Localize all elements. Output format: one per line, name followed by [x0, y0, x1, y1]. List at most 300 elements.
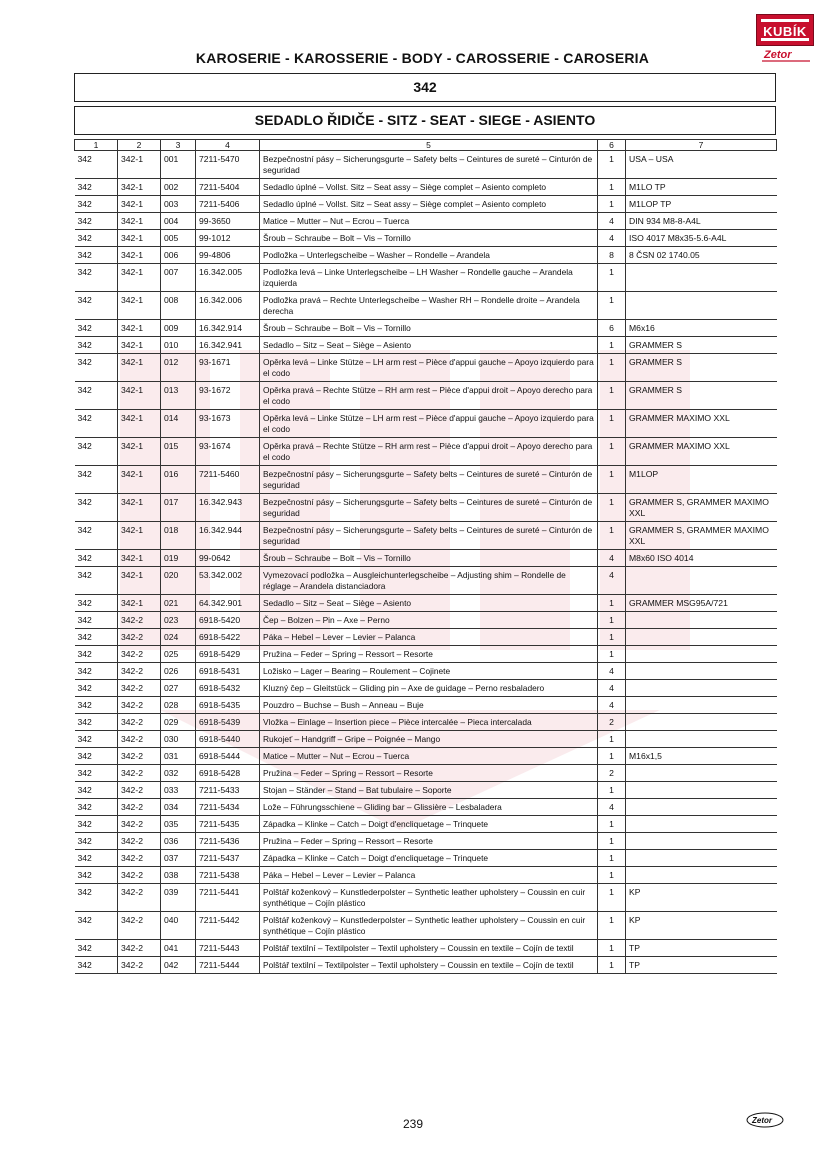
- cell-quantity: 4: [598, 230, 626, 247]
- cell-position: 042: [161, 957, 196, 974]
- cell-group: 342: [75, 196, 118, 213]
- cell-position: 029: [161, 714, 196, 731]
- cell-position: 007: [161, 264, 196, 292]
- cell-subgroup: 342-2: [118, 816, 161, 833]
- cell-note: GRAMMER MAXIMO XXL: [626, 438, 777, 466]
- cell-group: 342: [75, 748, 118, 765]
- cell-description: Opěrka pravá – Rechte Stütze – RH arm rest – Pièce d'appui droit – Apoyo derecho para el codo: [260, 382, 598, 410]
- cell-group: 342: [75, 410, 118, 438]
- cell-part-number: 6918-5435: [196, 697, 260, 714]
- cell-description: Podložka – Unterlegscheibe – Washer – Rondelle – Arandela: [260, 247, 598, 264]
- cell-subgroup: 342-1: [118, 410, 161, 438]
- cell-quantity: 2: [598, 714, 626, 731]
- cell-part-number: 7211-5444: [196, 957, 260, 974]
- cell-part-number: 93-1671: [196, 354, 260, 382]
- cell-position: 006: [161, 247, 196, 264]
- column-header-row: [75, 140, 777, 151]
- cell-note: [626, 680, 777, 697]
- cell-quantity: 1: [598, 884, 626, 912]
- cell-group: 342: [75, 247, 118, 264]
- cell-part-number: 99-0642: [196, 550, 260, 567]
- cell-subgroup: 342-1: [118, 151, 161, 179]
- cell-quantity: 1: [598, 264, 626, 292]
- cell-quantity: 1: [598, 595, 626, 612]
- cell-part-number: 93-1674: [196, 438, 260, 466]
- table-row: [75, 816, 777, 833]
- cell-note: [626, 646, 777, 663]
- cell-quantity: 4: [598, 567, 626, 595]
- cell-description: Matice – Mutter – Nut – Ecrou – Tuerca: [260, 748, 598, 765]
- cell-quantity: 1: [598, 940, 626, 957]
- cell-position: 021: [161, 595, 196, 612]
- table-row: [75, 940, 777, 957]
- footer-logo-text: Zetor: [752, 1116, 772, 1125]
- cell-group: 342: [75, 213, 118, 230]
- cell-group: 342: [75, 466, 118, 494]
- cell-position: 004: [161, 213, 196, 230]
- cell-note: TP: [626, 940, 777, 957]
- cell-description: Polštář koženkový – Kunstlederpolster – Synthetic leather upholstery – Coussin en cuir synthétique – Cojín plástico: [260, 912, 598, 940]
- table-row: [75, 867, 777, 884]
- cell-description: Čep – Bolzen – Pin – Axe – Perno: [260, 612, 598, 629]
- zetor-footer-logo-icon: [746, 1112, 784, 1128]
- cell-note: GRAMMER S, GRAMMER MAXIMO XXL: [626, 522, 777, 550]
- cell-description: Stojan – Ständer – Stand – Bat tubulaire – Soporte: [260, 782, 598, 799]
- cell-group: 342: [75, 765, 118, 782]
- cell-subgroup: 342-1: [118, 179, 161, 196]
- cell-position: 009: [161, 320, 196, 337]
- cell-subgroup: 342-1: [118, 264, 161, 292]
- cell-note: KP: [626, 884, 777, 912]
- cell-quantity: 1: [598, 438, 626, 466]
- table-row: [75, 247, 777, 264]
- cell-position: 033: [161, 782, 196, 799]
- cell-quantity: 4: [598, 680, 626, 697]
- cell-part-number: 6918-5440: [196, 731, 260, 748]
- cell-part-number: 53.342.002: [196, 567, 260, 595]
- column-header: 2: [118, 140, 161, 151]
- column-header: 3: [161, 140, 196, 151]
- cell-description: Kluzný čep – Gleitstück – Gliding pin – Axe de guidage – Perno resbaladero: [260, 680, 598, 697]
- cell-subgroup: 342-1: [118, 438, 161, 466]
- cell-position: 010: [161, 337, 196, 354]
- cell-subgroup: 342-1: [118, 230, 161, 247]
- cell-part-number: 99-1012: [196, 230, 260, 247]
- cell-part-number: 99-3650: [196, 213, 260, 230]
- cell-description: Sedadlo úplné – Vollst. Sitz – Seat assy – Siège complet – Asiento completo: [260, 196, 598, 213]
- cell-subgroup: 342-2: [118, 940, 161, 957]
- cell-note: 8 ČSN 02 1740.05: [626, 247, 777, 264]
- cell-note: [626, 850, 777, 867]
- table-row: [75, 884, 777, 912]
- cell-position: 025: [161, 646, 196, 663]
- cell-note: USA – USA: [626, 151, 777, 179]
- cell-note: [626, 292, 777, 320]
- cell-description: Šroub – Schraube – Bolt – Vis – Tornillo: [260, 230, 598, 247]
- cell-group: 342: [75, 179, 118, 196]
- cell-description: Polštář textilní – Textilpolster – Textil upholstery – Coussin en textile – Cojín de textil: [260, 957, 598, 974]
- cell-group: 342: [75, 629, 118, 646]
- table-row: [75, 765, 777, 782]
- cell-part-number: 7211-5470: [196, 151, 260, 179]
- cell-description: Rukojeť – Handgriff – Gripe – Poignée – Mango: [260, 731, 598, 748]
- cell-description: Bezpečnostní pásy – Sicherungsgurte – Safety belts – Ceintures de sureté – Cinturón de seguridad: [260, 522, 598, 550]
- cell-position: 008: [161, 292, 196, 320]
- cell-position: 034: [161, 799, 196, 816]
- cell-quantity: 6: [598, 320, 626, 337]
- cell-quantity: 8: [598, 247, 626, 264]
- cell-part-number: 7211-5460: [196, 466, 260, 494]
- cell-description: Sedadlo – Sitz – Seat – Siège – Asiento: [260, 595, 598, 612]
- cell-position: 019: [161, 550, 196, 567]
- cell-group: 342: [75, 782, 118, 799]
- cell-part-number: 6918-5420: [196, 612, 260, 629]
- cell-part-number: 7211-5438: [196, 867, 260, 884]
- page-number: 239: [402, 1117, 424, 1131]
- cell-group: 342: [75, 833, 118, 850]
- cell-part-number: 93-1673: [196, 410, 260, 438]
- cell-position: 039: [161, 884, 196, 912]
- table-row: [75, 782, 777, 799]
- cell-group: 342: [75, 957, 118, 974]
- cell-group: 342: [75, 646, 118, 663]
- cell-position: 037: [161, 850, 196, 867]
- table-row: [75, 522, 777, 550]
- cell-quantity: 1: [598, 151, 626, 179]
- cell-position: 038: [161, 867, 196, 884]
- page-header-title: KAROSERIE - KAROSSERIE - BODY - CAROSSERIE - CAROSERIA: [195, 50, 650, 66]
- cell-group: 342: [75, 595, 118, 612]
- cell-note: KP: [626, 912, 777, 940]
- cell-description: Sedadlo – Sitz – Seat – Siège – Asiento: [260, 337, 598, 354]
- cell-subgroup: 342-1: [118, 292, 161, 320]
- cell-group: 342: [75, 337, 118, 354]
- table-row: [75, 629, 777, 646]
- table-row: [75, 382, 777, 410]
- cell-group: 342: [75, 264, 118, 292]
- cell-description: Opěrka levá – Linke Stütze – LH arm rest – Pièce d'appui gauche – Apoyo izquierdo para el codo: [260, 354, 598, 382]
- cell-position: 015: [161, 438, 196, 466]
- cell-part-number: 6918-5422: [196, 629, 260, 646]
- cell-position: 020: [161, 567, 196, 595]
- cell-note: [626, 782, 777, 799]
- cell-quantity: 1: [598, 912, 626, 940]
- cell-description: Pružina – Feder – Spring – Ressort – Resorte: [260, 646, 598, 663]
- cell-part-number: 7211-5435: [196, 816, 260, 833]
- cell-part-number: 6918-5444: [196, 748, 260, 765]
- cell-note: [626, 799, 777, 816]
- table-row: [75, 466, 777, 494]
- cell-quantity: 1: [598, 731, 626, 748]
- cell-quantity: 1: [598, 196, 626, 213]
- cell-subgroup: 342-1: [118, 213, 161, 230]
- cell-position: 005: [161, 230, 196, 247]
- cell-position: 001: [161, 151, 196, 179]
- cell-subgroup: 342-2: [118, 957, 161, 974]
- cell-subgroup: 342-2: [118, 731, 161, 748]
- cell-subgroup: 342-2: [118, 765, 161, 782]
- cell-group: 342: [75, 612, 118, 629]
- cell-quantity: 1: [598, 522, 626, 550]
- cell-note: DIN 934 M8-8-A4L: [626, 213, 777, 230]
- cell-part-number: 6918-5439: [196, 714, 260, 731]
- cell-description: Ložisko – Lager – Bearing – Roulement – Cojinete: [260, 663, 598, 680]
- cell-quantity: 1: [598, 957, 626, 974]
- cell-note: [626, 833, 777, 850]
- section-title-box: SEDADLO ŘIDIČE - SITZ - SEAT - SIEGE - ASIENTO: [74, 106, 776, 135]
- cell-position: 013: [161, 382, 196, 410]
- cell-group: 342: [75, 292, 118, 320]
- cell-subgroup: 342-2: [118, 833, 161, 850]
- cell-description: Západka – Klinke – Catch – Doigt d'encliquetage – Trinquete: [260, 850, 598, 867]
- cell-group: 342: [75, 850, 118, 867]
- cell-quantity: 1: [598, 354, 626, 382]
- cell-description: Šroub – Schraube – Bolt – Vis – Tornillo: [260, 550, 598, 567]
- cell-position: 036: [161, 833, 196, 850]
- cell-part-number: 6918-5431: [196, 663, 260, 680]
- cell-quantity: 1: [598, 612, 626, 629]
- cell-group: 342: [75, 663, 118, 680]
- cell-subgroup: 342-2: [118, 697, 161, 714]
- table-row: [75, 337, 777, 354]
- cell-part-number: 16.342.943: [196, 494, 260, 522]
- table-row: [75, 213, 777, 230]
- cell-note: [626, 663, 777, 680]
- group-number-box: 342: [74, 73, 776, 102]
- cell-group: 342: [75, 320, 118, 337]
- cell-quantity: 1: [598, 833, 626, 850]
- cell-note: [626, 867, 777, 884]
- cell-part-number: 16.342.914: [196, 320, 260, 337]
- column-header: 4: [196, 140, 260, 151]
- cell-position: 026: [161, 663, 196, 680]
- cell-subgroup: 342-2: [118, 663, 161, 680]
- cell-quantity: 1: [598, 629, 626, 646]
- cell-quantity: 1: [598, 466, 626, 494]
- cell-subgroup: 342-1: [118, 522, 161, 550]
- column-header: 1: [75, 140, 118, 151]
- cell-quantity: 4: [598, 213, 626, 230]
- cell-subgroup: 342-1: [118, 354, 161, 382]
- cell-quantity: 4: [598, 799, 626, 816]
- cell-description: Pouzdro – Buchse – Bush – Anneau – Buje: [260, 697, 598, 714]
- cell-subgroup: 342-2: [118, 629, 161, 646]
- cell-part-number: 64.342.901: [196, 595, 260, 612]
- cell-subgroup: 342-2: [118, 912, 161, 940]
- table-row: [75, 151, 777, 179]
- cell-quantity: 4: [598, 697, 626, 714]
- cell-description: Pružina – Feder – Spring – Ressort – Resorte: [260, 833, 598, 850]
- cell-part-number: 7211-5441: [196, 884, 260, 912]
- cell-group: 342: [75, 151, 118, 179]
- table-row: [75, 410, 777, 438]
- cell-note: GRAMMER S: [626, 382, 777, 410]
- cell-subgroup: 342-2: [118, 748, 161, 765]
- cell-part-number: 7211-5406: [196, 196, 260, 213]
- cell-subgroup: 342-2: [118, 646, 161, 663]
- cell-position: 027: [161, 680, 196, 697]
- cell-quantity: 2: [598, 765, 626, 782]
- parts-table-body: [75, 151, 777, 974]
- column-header: 7: [626, 140, 777, 151]
- cell-part-number: 7211-5433: [196, 782, 260, 799]
- cell-part-number: 6918-5428: [196, 765, 260, 782]
- cell-group: 342: [75, 816, 118, 833]
- cell-position: 003: [161, 196, 196, 213]
- table-row: [75, 748, 777, 765]
- cell-note: GRAMMER S: [626, 354, 777, 382]
- cell-description: Opěrka pravá – Rechte Stütze – RH arm rest – Pièce d'appui droit – Apoyo derecho para el codo: [260, 438, 598, 466]
- table-row: [75, 714, 777, 731]
- cell-subgroup: 342-1: [118, 595, 161, 612]
- column-header: 5: [260, 140, 598, 151]
- cell-description: Bezpečnostní pásy – Sicherungsgurte – Safety belts – Ceintures de sureté – Cinturón de seguridad: [260, 494, 598, 522]
- cell-subgroup: 342-2: [118, 884, 161, 912]
- cell-group: 342: [75, 567, 118, 595]
- cell-description: Pružina – Feder – Spring – Ressort – Resorte: [260, 765, 598, 782]
- cell-description: Polštář koženkový – Kunstlederpolster – Synthetic leather upholstery – Coussin en cuir synthétique – Cojín plástico: [260, 884, 598, 912]
- cell-subgroup: 342-1: [118, 320, 161, 337]
- cell-group: 342: [75, 884, 118, 912]
- table-row: [75, 850, 777, 867]
- cell-note: M1LOP TP: [626, 196, 777, 213]
- cell-subgroup: 342-2: [118, 714, 161, 731]
- cell-part-number: 16.342.944: [196, 522, 260, 550]
- cell-note: M1LO TP: [626, 179, 777, 196]
- table-row: [75, 731, 777, 748]
- cell-position: 024: [161, 629, 196, 646]
- cell-quantity: 1: [598, 867, 626, 884]
- cell-note: M8x60 ISO 4014: [626, 550, 777, 567]
- cell-position: 023: [161, 612, 196, 629]
- cell-group: 342: [75, 354, 118, 382]
- cell-description: Šroub – Schraube – Bolt – Vis – Tornillo: [260, 320, 598, 337]
- cell-group: 342: [75, 680, 118, 697]
- cell-note: [626, 714, 777, 731]
- table-row: [75, 646, 777, 663]
- cell-part-number: 93-1672: [196, 382, 260, 410]
- cell-note: GRAMMER S, GRAMMER MAXIMO XXL: [626, 494, 777, 522]
- cell-description: Opěrka levá – Linke Stütze – LH arm rest – Pièce d'appui gauche – Apoyo izquierdo para el codo: [260, 410, 598, 438]
- cell-position: 012: [161, 354, 196, 382]
- cell-position: 014: [161, 410, 196, 438]
- cell-description: Bezpečnostní pásy – Sicherungsgurte – Safety belts – Ceintures de sureté – Cinturón de seguridad: [260, 466, 598, 494]
- cell-subgroup: 342-2: [118, 782, 161, 799]
- cell-position: 002: [161, 179, 196, 196]
- cell-subgroup: 342-2: [118, 799, 161, 816]
- cell-description: Polštář textilní – Textilpolster – Textil upholstery – Coussin en textile – Cojín de textil: [260, 940, 598, 957]
- cell-description: Podložka pravá – Rechte Unterlegscheibe – Washer RH – Rondelle droite – Arandela derecha: [260, 292, 598, 320]
- cell-note: [626, 731, 777, 748]
- cell-description: Sedadlo úplné – Vollst. Sitz – Seat assy – Siège complet – Asiento completo: [260, 179, 598, 196]
- cell-group: 342: [75, 522, 118, 550]
- cell-quantity: 1: [598, 494, 626, 522]
- cell-group: 342: [75, 230, 118, 247]
- cell-part-number: 6918-5429: [196, 646, 260, 663]
- cell-part-number: 7211-5404: [196, 179, 260, 196]
- cell-subgroup: 342-1: [118, 567, 161, 595]
- cell-part-number: 7211-5436: [196, 833, 260, 850]
- table-row: [75, 663, 777, 680]
- cell-description: Páka – Hebel – Lever – Levier – Palanca: [260, 867, 598, 884]
- cell-quantity: 1: [598, 179, 626, 196]
- cell-quantity: 1: [598, 337, 626, 354]
- cell-note: M16x1,5: [626, 748, 777, 765]
- cell-position: 028: [161, 697, 196, 714]
- cell-subgroup: 342-1: [118, 494, 161, 522]
- cell-position: 030: [161, 731, 196, 748]
- cell-group: 342: [75, 438, 118, 466]
- cell-part-number: 7211-5437: [196, 850, 260, 867]
- cell-subgroup: 342-1: [118, 382, 161, 410]
- table-row: [75, 230, 777, 247]
- cell-note: TP: [626, 957, 777, 974]
- cell-group: 342: [75, 912, 118, 940]
- cell-subgroup: 342-2: [118, 680, 161, 697]
- table-row: [75, 179, 777, 196]
- cell-position: 031: [161, 748, 196, 765]
- cell-subgroup: 342-1: [118, 337, 161, 354]
- table-row: [75, 494, 777, 522]
- table-row: [75, 320, 777, 337]
- cell-note: [626, 629, 777, 646]
- cell-description: Páka – Hebel – Lever – Levier – Palanca: [260, 629, 598, 646]
- cell-part-number: 16.342.006: [196, 292, 260, 320]
- cell-note: M6x16: [626, 320, 777, 337]
- cell-group: 342: [75, 697, 118, 714]
- cell-position: 041: [161, 940, 196, 957]
- cell-note: GRAMMER MSG95A/721: [626, 595, 777, 612]
- table-row: [75, 550, 777, 567]
- cell-part-number: 16.342.005: [196, 264, 260, 292]
- table-row: [75, 680, 777, 697]
- cell-quantity: 4: [598, 550, 626, 567]
- table-row: [75, 595, 777, 612]
- logo-box: [756, 14, 814, 46]
- cell-quantity: 4: [598, 663, 626, 680]
- cell-position: 032: [161, 765, 196, 782]
- cell-group: 342: [75, 382, 118, 410]
- table-row: [75, 697, 777, 714]
- cell-group: 342: [75, 550, 118, 567]
- cell-subgroup: 342-2: [118, 612, 161, 629]
- cell-description: Vložka – Einlage – Insertion piece – Pièce intercalée – Pieca intercalada: [260, 714, 598, 731]
- table-row: [75, 567, 777, 595]
- logo-text: KUBÍK: [763, 24, 807, 39]
- cell-position: 018: [161, 522, 196, 550]
- cell-subgroup: 342-1: [118, 550, 161, 567]
- cell-quantity: 1: [598, 816, 626, 833]
- cell-group: 342: [75, 799, 118, 816]
- cell-subgroup: 342-2: [118, 850, 161, 867]
- table-row: [75, 196, 777, 213]
- cell-group: 342: [75, 867, 118, 884]
- cell-group: 342: [75, 731, 118, 748]
- cell-quantity: 1: [598, 782, 626, 799]
- cell-note: [626, 612, 777, 629]
- table-row: [75, 612, 777, 629]
- cell-quantity: 1: [598, 850, 626, 867]
- cell-note: GRAMMER S: [626, 337, 777, 354]
- cell-description: Západka – Klinke – Catch – Doigt d'encliquetage – Trinquete: [260, 816, 598, 833]
- cell-part-number: 16.342.941: [196, 337, 260, 354]
- cell-subgroup: 342-2: [118, 867, 161, 884]
- cell-part-number: 7211-5434: [196, 799, 260, 816]
- cell-note: GRAMMER MAXIMO XXL: [626, 410, 777, 438]
- cell-note: [626, 816, 777, 833]
- cell-description: Podložka levá – Linke Unterlegscheibe – LH Washer – Rondelle gauche – Arandela izquierda: [260, 264, 598, 292]
- cell-quantity: 1: [598, 748, 626, 765]
